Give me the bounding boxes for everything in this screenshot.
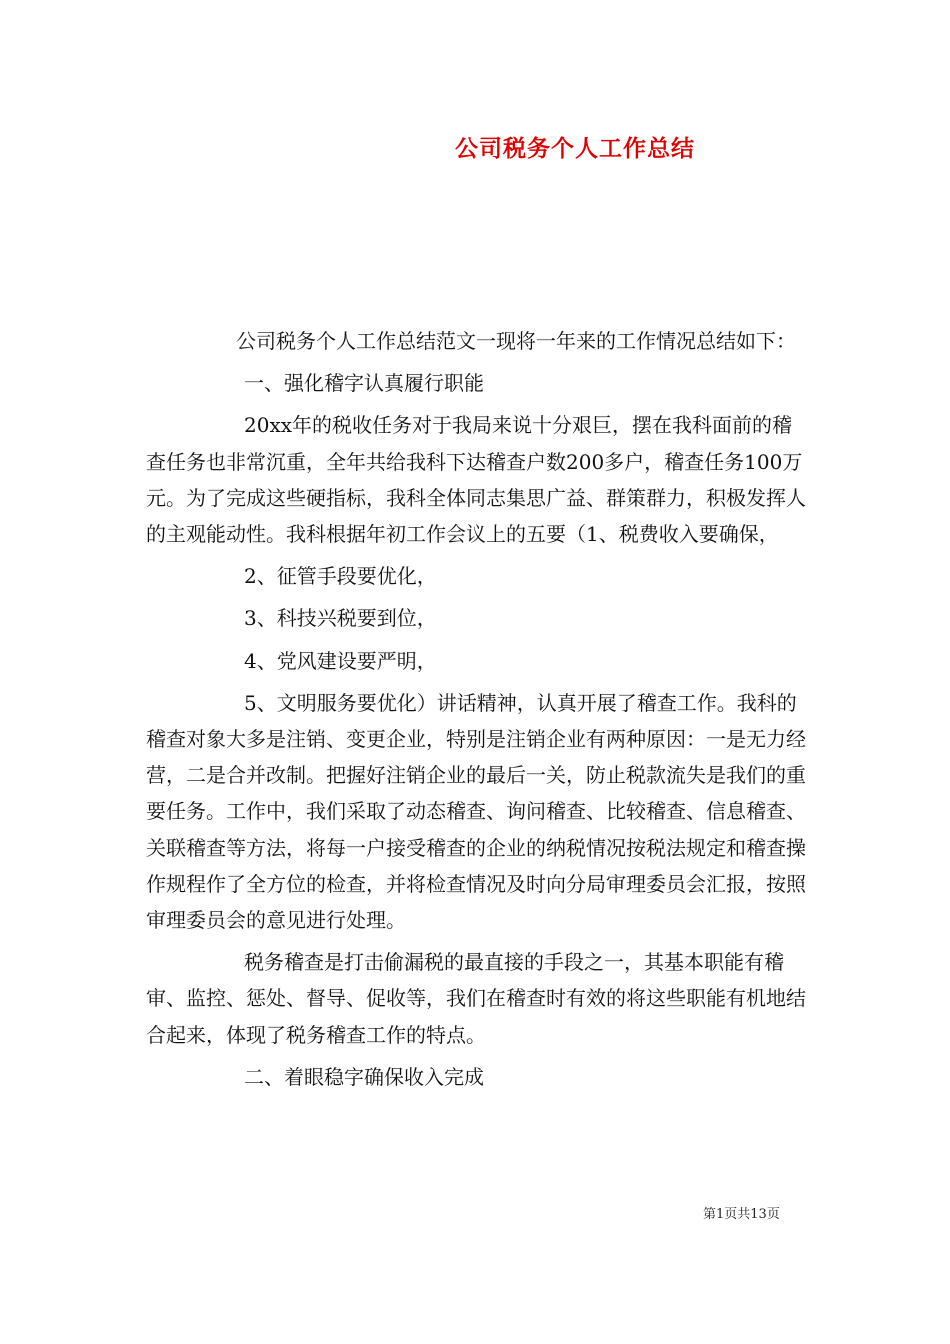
document-body (146, 323, 811, 1095)
page-number-footer: 第1页共13页 (703, 1207, 780, 1222)
list-item: 3、科技兴税要到位， (244, 606, 437, 631)
body-paragraph: 税务稽查是打击偷漏税的最直接的手段之一，其基本职能有稽审、监控、惩处、督导、促收等，我们在稽查时有效的将这些职能有机地结合起来，体现了税务稽查工作的特点。 (146, 950, 806, 1047)
section-heading-1: 一、强化稽字认真履行职能 (244, 371, 484, 396)
body-paragraph: 20xx年的税收任务对于我局来说十分艰巨，摆在我科面前的稽查任务也非常沉重，全年共给我科下达稽查户数200多户，稽查任务100万元。为了完成这些硬指标，我科全体同志集思广益、群策群力，积极发挥人的主观能动性。我科根据年初工作会议上的五要（1、税费收入要确保， (146, 413, 806, 547)
body-paragraph: 5、文明服务要优化）讲话精神，认真开展了稽查工作。我科的稽查对象大多是注销、变更企业，特别是注销企业有两种原因：一是无力经营，二是合并改制。把握好注销企业的最后一关，防止税款流失是我们的重要任务。工作中，我们采取了动态稽查、询问稽查、比较稽查、信息稽查、关联稽查等方法，将每一户接受稽查的企业的纳税情况按税法规定和稽查操作规程作了全方位的检查，并将检查情况及时向分局审理委员会汇报，按照审理委员会的意见进行处理。 (146, 690, 806, 933)
list-item: 4、党风建设要严明， (244, 648, 437, 673)
section-heading-2: 二、着眼稳字确保收入完成 (244, 1064, 484, 1089)
intro-paragraph: 公司税务个人工作总结范文一现将一年来的工作情况总结如下： (236, 329, 796, 353)
document-title: 公司税务个人工作总结 (455, 136, 695, 162)
list-item: 2、征管手段要优化， (244, 564, 437, 589)
